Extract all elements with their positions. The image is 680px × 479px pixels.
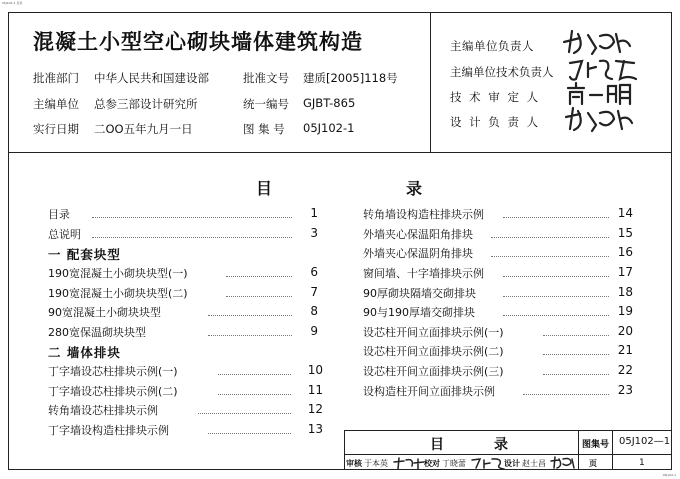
signature-2 [566, 55, 641, 83]
toc-item-page: 8 [310, 304, 318, 318]
resp-tech-head: 主编单位技术负责人 [450, 65, 554, 79]
toc-item-page: 13 [307, 422, 323, 436]
resp-editor-head: 主编单位负责人 [450, 39, 534, 53]
toc-item-page: 21 [617, 343, 633, 357]
document-title: 混凝土小型空心砌块墙体建筑构造 [33, 30, 363, 54]
toc-item-label: 总说明 [48, 228, 81, 241]
toc-item[interactable] [48, 402, 323, 418]
toc-section-label: 二 墙体排块 [48, 345, 121, 360]
toc-leader [226, 276, 292, 277]
toc-item-page: 12 [307, 402, 323, 416]
toc-item-label: 转角墙设构造柱排块示例 [363, 208, 484, 221]
title-block [344, 430, 672, 470]
toc-item[interactable] [363, 363, 633, 379]
toc-item[interactable] [363, 324, 633, 340]
toc-item-page: 16 [617, 245, 633, 259]
toc-leader [543, 335, 609, 336]
toc-item-label: 丁字墙设芯柱排块示例(二) [48, 385, 178, 398]
corner-mark-bottom: 05J102-1 [662, 473, 676, 477]
toc-item[interactable] [363, 245, 633, 261]
info-label-approval-no: 批准文号 [243, 71, 289, 85]
corner-mark-top: 05J102-1 目录 [2, 1, 23, 5]
toc-leader [523, 394, 609, 395]
toc-item-label: 190宽混凝土小砌块块型(一) [48, 267, 188, 280]
toc-item[interactable] [48, 324, 318, 340]
toc-item[interactable] [363, 265, 633, 281]
toc-item-page: 14 [617, 206, 633, 220]
toc-item-page: 10 [307, 363, 323, 377]
toc-item[interactable] [363, 304, 633, 320]
toc-item-label: 转角墙设芯柱排块示例 [48, 404, 158, 417]
toc-item[interactable] [363, 285, 633, 301]
toc-leader [543, 354, 609, 355]
toc-item[interactable] [363, 206, 633, 222]
toc-item-page: 6 [310, 265, 318, 279]
reviewer-name: 于本英 [364, 459, 388, 468]
info-value-approval-dept: 中华人民共和国建设部 [94, 71, 209, 85]
toc-leader [226, 296, 292, 297]
toc-leader [503, 296, 609, 297]
toc-item[interactable] [48, 285, 318, 301]
toc-item-label: 90厚砌块隔墙交砌排块 [363, 287, 476, 300]
toc-item-label: 丁字墙设构造柱排块示例 [48, 424, 169, 437]
toc-leader [503, 276, 609, 277]
toc-item-page: 3 [310, 226, 318, 240]
reviewer-signature [392, 456, 426, 470]
page-label: 页 [589, 459, 597, 468]
toc-item-label: 目录 [48, 208, 70, 221]
toc-heading-left: 目 [256, 179, 273, 198]
atlas-no-label: 图集号 [582, 440, 610, 450]
toc-leader [491, 237, 609, 238]
check-label: 校对 [424, 459, 440, 468]
toc-leader [92, 237, 292, 238]
toc-section-heading [48, 245, 318, 261]
toc-heading-right: 录 [406, 179, 423, 198]
toc-leader [543, 374, 609, 375]
toc-item-page: 23 [617, 383, 633, 397]
resp-design-head: 设 计 负 责 人 [450, 115, 541, 129]
design-label: 设计 [504, 459, 520, 468]
info-label-editor-unit: 主编单位 [33, 97, 79, 111]
toc-leader [218, 374, 291, 375]
toc-item-label: 设芯柱开间立面排块示例(一) [363, 326, 504, 339]
toc-leader [503, 315, 609, 316]
toc-item-page: 9 [310, 324, 318, 338]
info-label-atlas-no: 图 集 号 [243, 122, 285, 136]
designer-name: 赵士昌 [522, 459, 546, 468]
toc-leader [92, 217, 292, 218]
toc-section-heading [48, 343, 318, 359]
info-value-atlas-no: 05J102-1 [303, 121, 355, 135]
resp-tech-reviewer: 技 术 审 定 人 [450, 90, 541, 104]
designer-signature [549, 455, 577, 470]
signature-1 [560, 28, 635, 56]
toc-item[interactable] [363, 343, 633, 359]
info-value-effective-date: 二OO五年九月一日 [94, 122, 193, 136]
toc-item-page: 17 [617, 265, 633, 279]
toc-item-label: 90宽混凝土小砌块块型 [48, 306, 161, 319]
toc-item-page: 18 [617, 285, 633, 299]
toc-item-label: 丁字墙设芯柱排块示例(一) [48, 365, 178, 378]
toc-leader [218, 394, 291, 395]
review-label: 审核 [346, 459, 362, 468]
toc-item[interactable] [48, 363, 323, 379]
info-value-approval-no: 建质[2005]118号 [303, 71, 398, 85]
info-label-unified-no: 统一编号 [243, 97, 289, 111]
toc-item-page: 22 [617, 363, 633, 377]
toc-item-page: 7 [310, 285, 318, 299]
toc-item[interactable] [48, 226, 318, 242]
toc-section-label: 一 配套块型 [48, 247, 121, 262]
info-label-approval-dept: 批准部门 [33, 71, 79, 85]
toc-leader [491, 256, 609, 257]
toc-item-label: 280宽保温砌块块型 [48, 326, 146, 339]
toc-item-label: 外墙夹心保温阳角排块 [363, 228, 473, 241]
toc-item-page: 19 [617, 304, 633, 318]
toc-item-page: 15 [617, 226, 633, 240]
toc-item-page: 20 [617, 324, 633, 338]
toc-leader [503, 217, 609, 218]
atlas-no-value: 05J102—1 [619, 436, 671, 447]
toc-item[interactable] [363, 383, 633, 399]
signature-3 [564, 80, 639, 108]
toc-item-label: 设芯柱开间立面排块示例(三) [363, 365, 504, 378]
toc-item-label: 设芯柱开间立面排块示例(二) [363, 345, 504, 358]
toc-item-page: 11 [307, 383, 323, 397]
signature-4 [562, 105, 637, 133]
header-vertical-divider [430, 12, 431, 152]
toc-leader [198, 413, 291, 414]
toc-item[interactable] [48, 422, 323, 438]
info-value-editor-unit: 总参三部设计研究所 [94, 97, 198, 111]
toc-item[interactable] [48, 304, 318, 320]
toc-item[interactable] [48, 265, 318, 281]
page-number: 1 [639, 458, 645, 468]
checker-signature [470, 456, 506, 470]
title-block-heading-left: 目 [430, 437, 444, 453]
toc-item-label: 外墙夹心保温阴角排块 [363, 247, 473, 260]
toc-leader [208, 433, 291, 434]
toc-leader [208, 335, 292, 336]
toc-item-label: 窗间墙、十字墙排块示例 [363, 267, 484, 280]
toc-item-label: 190宽混凝土小砌块块型(二) [48, 287, 188, 300]
toc-leader [208, 315, 292, 316]
toc-item-page: 1 [310, 206, 318, 220]
checker-name: 丁晓蕾 [442, 459, 466, 468]
title-block-heading-right: 录 [494, 437, 508, 453]
toc-item-label: 设构造柱开间立面排块示例 [363, 385, 495, 398]
header-divider [8, 152, 672, 153]
toc-item[interactable] [48, 383, 323, 399]
toc-item-label: 90与190厚墙交砌排块 [363, 306, 475, 319]
toc-item[interactable] [48, 206, 318, 222]
info-value-unified-no: GJBT-865 [303, 96, 356, 110]
info-label-effective-date: 实行日期 [33, 122, 79, 136]
toc-item[interactable] [363, 226, 633, 242]
